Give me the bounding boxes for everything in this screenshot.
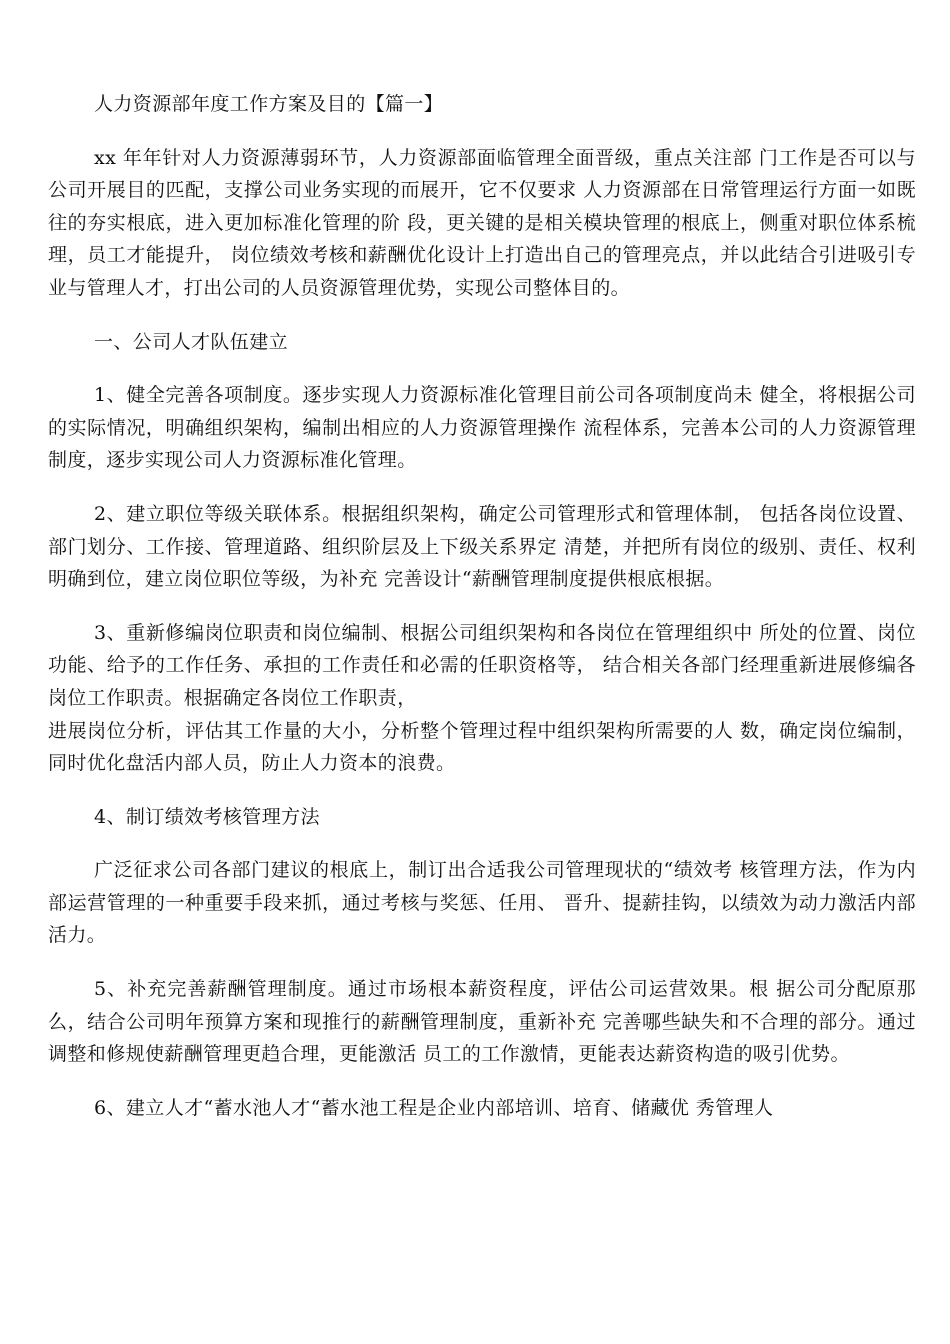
document-title: 人力资源部年度工作方案及目的【篇一】 [94,93,444,115]
item-2-paragraph: 2、建立职位等级关联体系。根据组织架构，确定公司管理形式和管理体制， 包括各岗位设置、部门划分、工作接、管理道路、组织阶层及上下级关系界定 清楚，并把所有岗位的级别、责任、权利明确到位，建立岗位职位等级，为补充 完善设计“薪酬管理制度提供根底根据。 [48,502,916,591]
section-heading: 一、公司人才队伍建立 [94,330,289,353]
item-3-paragraph: 3、重新修编岗位职责和岗位编制、根据公司组织架构和各岗位在管理组织中 所处的位置、岗位功能、给予的工作任务、承担的工作责任和必需的任职资格等， 结合相关各部门经理重新进展修编各岗位工作职责。根据确定各岗位工作职责， [48,621,916,709]
intro-paragraph: xx 年年针对人力资源薄弱环节，人力资源部面临管理全面晋级，重点关注部 门工作是否可以与公司开展目的匹配，支撑公司业务实现的而展开，它不仅要求 人力资源部在日常管理运行方面一如既往的夯实根底，进入更加标准化管理的阶 段，更关键的是相关模块管理的根底上，侧重对职位体系梳理，员工才能提升， 岗位绩效考核和薪酬优化设计上打造出自己的管理亮点，并以此结合引进吸引专 业与管理人才，打出公司的人员资源管理优势，实现公司整体目的。 [48,146,916,299]
document-page [48,88,916,1124]
item-4-heading: 4、制订绩效考核管理方法 [94,805,320,828]
item-5-paragraph: 5、补充完善薪酬管理制度。通过市场根本薪资程度，评估公司运营效果。根 据公司分配原那么，结合公司明年预算方案和现推行的薪酬管理制度，重新补充 完善哪些缺失和不合理的部分。通过调整和修规使薪酬管理更趋合理，更能激活 员工的工作激情，更能表达薪资构造的吸引优势。 [48,978,916,1066]
item-6-paragraph: 6、建立人才“蓄水池人才“蓄水池工程是企业内部培训、培育、储藏优 秀管理人 [94,1096,774,1119]
item-1-paragraph: 1、健全完善各项制度。逐步实现人力资源标准化管理目前公司各项制度尚未 健全，将根据公司的实际情况，明确组织架构，编制出相应的人力资源管理操作 流程体系，完善本公司的人力资源管理制度，逐步实现公司人力资源标准化管理。 [48,384,916,472]
item-3-continuation: 进展岗位分析，评估其工作量的大小，分析整个管理过程中组织架构所需要的人 数，确定岗位编制，同时优化盘活内部人员，防止人力资本的浪费。 [48,719,916,775]
item-4-paragraph: 广泛征求公司各部门建议的根底上，制订出合适我公司管理现状的“绩效考 核管理方法，作为内部运营管理的一种重要手段来抓，通过考核与奖惩、任用、 晋升、提薪挂钩，以绩效为动力激活内部活力。 [48,859,916,947]
